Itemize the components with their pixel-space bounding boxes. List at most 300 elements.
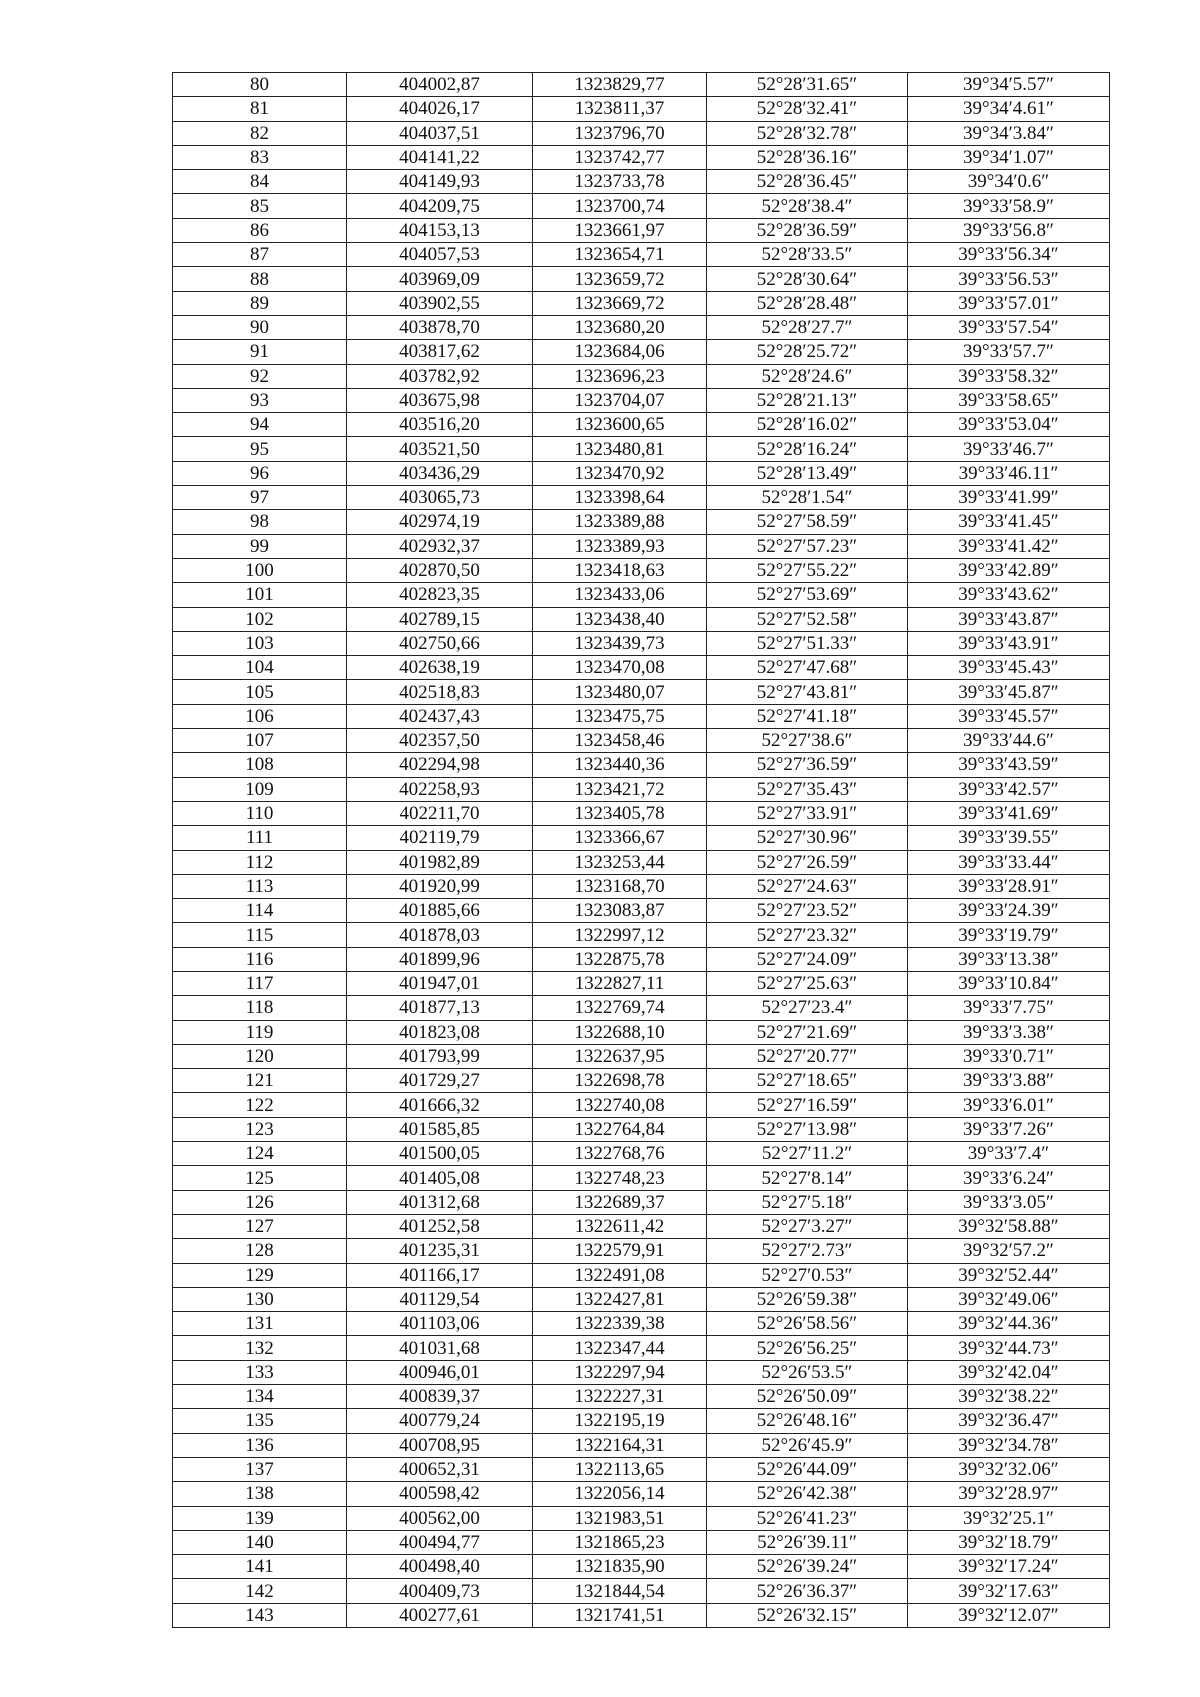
- y-coordinate-cell: 1321835,90: [533, 1555, 707, 1579]
- point-number-cell: 104: [173, 656, 347, 680]
- x-coordinate-cell: 400779,24: [347, 1409, 533, 1433]
- y-coordinate-cell: 1322339,38: [533, 1312, 707, 1336]
- table-row: [173, 486, 1110, 510]
- longitude-cell: 39°32′52.44″: [908, 1263, 1110, 1287]
- x-coordinate-cell: 402789,15: [347, 607, 533, 631]
- point-number-cell: 86: [173, 218, 347, 242]
- table-row: [173, 1214, 1110, 1238]
- point-number-cell: 133: [173, 1360, 347, 1384]
- table-row: [173, 729, 1110, 753]
- latitude-cell: 52°26′48.16″: [707, 1409, 908, 1433]
- point-number-cell: 120: [173, 1044, 347, 1068]
- y-coordinate-cell: 1322827,11: [533, 971, 707, 995]
- longitude-cell: 39°32′36.47″: [908, 1409, 1110, 1433]
- point-number-cell: 93: [173, 388, 347, 412]
- latitude-cell: 52°27′23.4″: [707, 996, 908, 1020]
- y-coordinate-cell: 1322491,08: [533, 1263, 707, 1287]
- x-coordinate-cell: 403675,98: [347, 388, 533, 412]
- table-row: [173, 121, 1110, 145]
- longitude-cell: 39°33′13.38″: [908, 947, 1110, 971]
- latitude-cell: 52°26′39.24″: [707, 1555, 908, 1579]
- point-number-cell: 107: [173, 729, 347, 753]
- x-coordinate-cell: 400708,95: [347, 1433, 533, 1457]
- table-row: [173, 607, 1110, 631]
- y-coordinate-cell: 1321865,23: [533, 1530, 707, 1554]
- y-coordinate-cell: 1323366,67: [533, 826, 707, 850]
- point-number-cell: 95: [173, 437, 347, 461]
- longitude-cell: 39°33′43.59″: [908, 753, 1110, 777]
- longitude-cell: 39°32′32.06″: [908, 1457, 1110, 1481]
- longitude-cell: 39°33′41.99″: [908, 486, 1110, 510]
- longitude-cell: 39°34′5.57″: [908, 73, 1110, 97]
- table-row: [173, 1603, 1110, 1627]
- y-coordinate-cell: 1323659,72: [533, 267, 707, 291]
- table-row: [173, 1239, 1110, 1263]
- y-coordinate-cell: 1323661,97: [533, 218, 707, 242]
- x-coordinate-cell: 401585,85: [347, 1117, 533, 1141]
- latitude-cell: 52°27′11.2″: [707, 1142, 908, 1166]
- table-row: [173, 1117, 1110, 1141]
- table-row: [173, 97, 1110, 121]
- longitude-cell: 39°33′56.53″: [908, 267, 1110, 291]
- latitude-cell: 52°26′39.11″: [707, 1530, 908, 1554]
- x-coordinate-cell: 404037,51: [347, 121, 533, 145]
- table-row: [173, 850, 1110, 874]
- y-coordinate-cell: 1322347,44: [533, 1336, 707, 1360]
- latitude-cell: 52°27′20.77″: [707, 1044, 908, 1068]
- point-number-cell: 102: [173, 607, 347, 631]
- y-coordinate-cell: 1322579,91: [533, 1239, 707, 1263]
- y-coordinate-cell: 1322698,78: [533, 1069, 707, 1093]
- longitude-cell: 39°33′6.24″: [908, 1166, 1110, 1190]
- latitude-cell: 52°27′13.98″: [707, 1117, 908, 1141]
- latitude-cell: 52°27′5.18″: [707, 1190, 908, 1214]
- x-coordinate-cell: 404149,93: [347, 170, 533, 194]
- table-row: [173, 1336, 1110, 1360]
- y-coordinate-cell: 1322688,10: [533, 1020, 707, 1044]
- point-number-cell: 88: [173, 267, 347, 291]
- x-coordinate-cell: 403521,50: [347, 437, 533, 461]
- x-coordinate-cell: 401877,13: [347, 996, 533, 1020]
- table-row: [173, 534, 1110, 558]
- point-number-cell: 132: [173, 1336, 347, 1360]
- y-coordinate-cell: 1322740,08: [533, 1093, 707, 1117]
- latitude-cell: 52°27′25.63″: [707, 971, 908, 995]
- latitude-cell: 52°27′30.96″: [707, 826, 908, 850]
- latitude-cell: 52°27′33.91″: [707, 801, 908, 825]
- point-number-cell: 97: [173, 486, 347, 510]
- longitude-cell: 39°33′41.69″: [908, 801, 1110, 825]
- longitude-cell: 39°33′57.01″: [908, 291, 1110, 315]
- latitude-cell: 52°26′41.23″: [707, 1506, 908, 1530]
- longitude-cell: 39°33′3.88″: [908, 1069, 1110, 1093]
- latitude-cell: 52°27′18.65″: [707, 1069, 908, 1093]
- point-number-cell: 123: [173, 1117, 347, 1141]
- longitude-cell: 39°33′46.7″: [908, 437, 1110, 461]
- x-coordinate-cell: 402357,50: [347, 729, 533, 753]
- x-coordinate-cell: 404057,53: [347, 243, 533, 267]
- y-coordinate-cell: 1323733,78: [533, 170, 707, 194]
- table-row: [173, 656, 1110, 680]
- x-coordinate-cell: 402437,43: [347, 704, 533, 728]
- latitude-cell: 52°28′32.41″: [707, 97, 908, 121]
- table-row: [173, 583, 1110, 607]
- latitude-cell: 52°26′50.09″: [707, 1385, 908, 1409]
- x-coordinate-cell: 400498,40: [347, 1555, 533, 1579]
- x-coordinate-cell: 404002,87: [347, 73, 533, 97]
- x-coordinate-cell: 401899,96: [347, 947, 533, 971]
- table-row: [173, 1385, 1110, 1409]
- y-coordinate-cell: 1322769,74: [533, 996, 707, 1020]
- table-row: [173, 267, 1110, 291]
- longitude-cell: 39°32′44.73″: [908, 1336, 1110, 1360]
- coordinates-table: [172, 72, 1110, 1628]
- point-number-cell: 98: [173, 510, 347, 534]
- latitude-cell: 52°26′32.15″: [707, 1603, 908, 1627]
- point-number-cell: 117: [173, 971, 347, 995]
- x-coordinate-cell: 401312,68: [347, 1190, 533, 1214]
- longitude-cell: 39°32′17.24″: [908, 1555, 1110, 1579]
- longitude-cell: 39°32′44.36″: [908, 1312, 1110, 1336]
- table-row: [173, 1190, 1110, 1214]
- longitude-cell: 39°33′7.4″: [908, 1142, 1110, 1166]
- point-number-cell: 101: [173, 583, 347, 607]
- longitude-cell: 39°33′45.57″: [908, 704, 1110, 728]
- point-number-cell: 143: [173, 1603, 347, 1627]
- y-coordinate-cell: 1322297,94: [533, 1360, 707, 1384]
- latitude-cell: 52°28′21.13″: [707, 388, 908, 412]
- y-coordinate-cell: 1322113,65: [533, 1457, 707, 1481]
- longitude-cell: 39°33′58.32″: [908, 364, 1110, 388]
- point-number-cell: 125: [173, 1166, 347, 1190]
- point-number-cell: 128: [173, 1239, 347, 1263]
- longitude-cell: 39°33′58.9″: [908, 194, 1110, 218]
- y-coordinate-cell: 1323438,40: [533, 607, 707, 631]
- point-number-cell: 137: [173, 1457, 347, 1481]
- point-number-cell: 100: [173, 558, 347, 582]
- point-number-cell: 87: [173, 243, 347, 267]
- x-coordinate-cell: 404141,22: [347, 145, 533, 169]
- x-coordinate-cell: 400562,00: [347, 1506, 533, 1530]
- latitude-cell: 52°27′58.59″: [707, 510, 908, 534]
- point-number-cell: 119: [173, 1020, 347, 1044]
- x-coordinate-cell: 401405,08: [347, 1166, 533, 1190]
- point-number-cell: 103: [173, 631, 347, 655]
- x-coordinate-cell: 401031,68: [347, 1336, 533, 1360]
- y-coordinate-cell: 1323600,65: [533, 413, 707, 437]
- latitude-cell: 52°27′51.33″: [707, 631, 908, 655]
- x-coordinate-cell: 402518,83: [347, 680, 533, 704]
- x-coordinate-cell: 404153,13: [347, 218, 533, 242]
- x-coordinate-cell: 401129,54: [347, 1287, 533, 1311]
- longitude-cell: 39°33′42.89″: [908, 558, 1110, 582]
- point-number-cell: 94: [173, 413, 347, 437]
- y-coordinate-cell: 1322227,31: [533, 1385, 707, 1409]
- latitude-cell: 52°27′24.09″: [707, 947, 908, 971]
- longitude-cell: 39°33′7.75″: [908, 996, 1110, 1020]
- x-coordinate-cell: 404209,75: [347, 194, 533, 218]
- table-row: [173, 461, 1110, 485]
- point-number-cell: 127: [173, 1214, 347, 1238]
- x-coordinate-cell: 400652,31: [347, 1457, 533, 1481]
- table-row: [173, 1069, 1110, 1093]
- point-number-cell: 141: [173, 1555, 347, 1579]
- point-number-cell: 113: [173, 874, 347, 898]
- latitude-cell: 52°27′41.18″: [707, 704, 908, 728]
- x-coordinate-cell: 403065,73: [347, 486, 533, 510]
- y-coordinate-cell: 1323475,75: [533, 704, 707, 728]
- longitude-cell: 39°33′58.65″: [908, 388, 1110, 412]
- point-number-cell: 140: [173, 1530, 347, 1554]
- table-row: [173, 1409, 1110, 1433]
- latitude-cell: 52°28′24.6″: [707, 364, 908, 388]
- point-number-cell: 111: [173, 826, 347, 850]
- y-coordinate-cell: 1323433,06: [533, 583, 707, 607]
- y-coordinate-cell: 1323405,78: [533, 801, 707, 825]
- latitude-cell: 52°28′1.54″: [707, 486, 908, 510]
- table-row: [173, 874, 1110, 898]
- point-number-cell: 122: [173, 1093, 347, 1117]
- point-number-cell: 131: [173, 1312, 347, 1336]
- latitude-cell: 52°28′36.45″: [707, 170, 908, 194]
- longitude-cell: 39°33′56.8″: [908, 218, 1110, 242]
- point-number-cell: 92: [173, 364, 347, 388]
- latitude-cell: 52°28′38.4″: [707, 194, 908, 218]
- longitude-cell: 39°33′41.45″: [908, 510, 1110, 534]
- longitude-cell: 39°32′28.97″: [908, 1482, 1110, 1506]
- point-number-cell: 106: [173, 704, 347, 728]
- y-coordinate-cell: 1323669,72: [533, 291, 707, 315]
- table-row: [173, 291, 1110, 315]
- longitude-cell: 39°34′3.84″: [908, 121, 1110, 145]
- y-coordinate-cell: 1322768,76: [533, 1142, 707, 1166]
- y-coordinate-cell: 1323389,88: [533, 510, 707, 534]
- point-number-cell: 126: [173, 1190, 347, 1214]
- table-row: [173, 340, 1110, 364]
- longitude-cell: 39°33′57.54″: [908, 315, 1110, 339]
- longitude-cell: 39°33′3.38″: [908, 1020, 1110, 1044]
- x-coordinate-cell: 403817,62: [347, 340, 533, 364]
- latitude-cell: 52°27′2.73″: [707, 1239, 908, 1263]
- latitude-cell: 52°27′24.63″: [707, 874, 908, 898]
- y-coordinate-cell: 1323439,73: [533, 631, 707, 655]
- y-coordinate-cell: 1322997,12: [533, 923, 707, 947]
- longitude-cell: 39°33′0.71″: [908, 1044, 1110, 1068]
- x-coordinate-cell: 400946,01: [347, 1360, 533, 1384]
- latitude-cell: 52°27′38.6″: [707, 729, 908, 753]
- latitude-cell: 52°27′53.69″: [707, 583, 908, 607]
- y-coordinate-cell: 1323458,46: [533, 729, 707, 753]
- table-row: [173, 826, 1110, 850]
- table-row: [173, 947, 1110, 971]
- point-number-cell: 118: [173, 996, 347, 1020]
- table-row: [173, 243, 1110, 267]
- point-number-cell: 112: [173, 850, 347, 874]
- latitude-cell: 52°27′23.52″: [707, 899, 908, 923]
- point-number-cell: 91: [173, 340, 347, 364]
- point-number-cell: 90: [173, 315, 347, 339]
- x-coordinate-cell: 403878,70: [347, 315, 533, 339]
- table-row: [173, 315, 1110, 339]
- y-coordinate-cell: 1322611,42: [533, 1214, 707, 1238]
- x-coordinate-cell: 401885,66: [347, 899, 533, 923]
- y-coordinate-cell: 1323470,92: [533, 461, 707, 485]
- x-coordinate-cell: 401878,03: [347, 923, 533, 947]
- table-row: [173, 899, 1110, 923]
- latitude-cell: 52°28′32.78″: [707, 121, 908, 145]
- point-number-cell: 138: [173, 1482, 347, 1506]
- latitude-cell: 52°28′28.48″: [707, 291, 908, 315]
- x-coordinate-cell: 401793,99: [347, 1044, 533, 1068]
- y-coordinate-cell: 1323421,72: [533, 777, 707, 801]
- point-number-cell: 121: [173, 1069, 347, 1093]
- y-coordinate-cell: 1323742,77: [533, 145, 707, 169]
- table-row: [173, 558, 1110, 582]
- x-coordinate-cell: 402258,93: [347, 777, 533, 801]
- x-coordinate-cell: 401982,89: [347, 850, 533, 874]
- table-row: [173, 388, 1110, 412]
- table-row: [173, 170, 1110, 194]
- longitude-cell: 39°33′45.43″: [908, 656, 1110, 680]
- x-coordinate-cell: 400598,42: [347, 1482, 533, 1506]
- longitude-cell: 39°33′45.87″: [908, 680, 1110, 704]
- y-coordinate-cell: 1323829,77: [533, 73, 707, 97]
- table-row: [173, 1360, 1110, 1384]
- point-number-cell: 82: [173, 121, 347, 145]
- x-coordinate-cell: 402294,98: [347, 753, 533, 777]
- table-row: [173, 1093, 1110, 1117]
- point-number-cell: 81: [173, 97, 347, 121]
- x-coordinate-cell: 403436,29: [347, 461, 533, 485]
- point-number-cell: 136: [173, 1433, 347, 1457]
- y-coordinate-cell: 1323418,63: [533, 558, 707, 582]
- longitude-cell: 39°32′17.63″: [908, 1579, 1110, 1603]
- latitude-cell: 52°28′36.16″: [707, 145, 908, 169]
- point-number-cell: 116: [173, 947, 347, 971]
- y-coordinate-cell: 1323389,93: [533, 534, 707, 558]
- latitude-cell: 52°26′45.9″: [707, 1433, 908, 1457]
- point-number-cell: 99: [173, 534, 347, 558]
- latitude-cell: 52°28′30.64″: [707, 267, 908, 291]
- table-row: [173, 1433, 1110, 1457]
- x-coordinate-cell: 400839,37: [347, 1385, 533, 1409]
- latitude-cell: 52°28′33.5″: [707, 243, 908, 267]
- x-coordinate-cell: 401947,01: [347, 971, 533, 995]
- table-row: [173, 1312, 1110, 1336]
- table-row: [173, 971, 1110, 995]
- latitude-cell: 52°27′3.27″: [707, 1214, 908, 1238]
- latitude-cell: 52°27′16.59″: [707, 1093, 908, 1117]
- x-coordinate-cell: 401235,31: [347, 1239, 533, 1263]
- latitude-cell: 52°26′36.37″: [707, 1579, 908, 1603]
- longitude-cell: 39°32′18.79″: [908, 1530, 1110, 1554]
- latitude-cell: 52°27′23.32″: [707, 923, 908, 947]
- table-row: [173, 73, 1110, 97]
- y-coordinate-cell: 1322195,19: [533, 1409, 707, 1433]
- point-number-cell: 108: [173, 753, 347, 777]
- x-coordinate-cell: 401166,17: [347, 1263, 533, 1287]
- table-row: [173, 1555, 1110, 1579]
- x-coordinate-cell: 402870,50: [347, 558, 533, 582]
- table-row: [173, 1166, 1110, 1190]
- coordinates-table-body: [173, 73, 1110, 1628]
- table-row: [173, 753, 1110, 777]
- latitude-cell: 52°28′25.72″: [707, 340, 908, 364]
- latitude-cell: 52°27′26.59″: [707, 850, 908, 874]
- y-coordinate-cell: 1321741,51: [533, 1603, 707, 1627]
- point-number-cell: 84: [173, 170, 347, 194]
- table-row: [173, 145, 1110, 169]
- latitude-cell: 52°26′44.09″: [707, 1457, 908, 1481]
- table-row: [173, 1482, 1110, 1506]
- table-row: [173, 1263, 1110, 1287]
- latitude-cell: 52°27′52.58″: [707, 607, 908, 631]
- point-number-cell: 114: [173, 899, 347, 923]
- y-coordinate-cell: 1322056,14: [533, 1482, 707, 1506]
- table-row: [173, 413, 1110, 437]
- latitude-cell: 52°28′36.59″: [707, 218, 908, 242]
- x-coordinate-cell: 402932,37: [347, 534, 533, 558]
- x-coordinate-cell: 401666,32: [347, 1093, 533, 1117]
- latitude-cell: 52°28′16.24″: [707, 437, 908, 461]
- y-coordinate-cell: 1323168,70: [533, 874, 707, 898]
- longitude-cell: 39°32′34.78″: [908, 1433, 1110, 1457]
- y-coordinate-cell: 1323680,20: [533, 315, 707, 339]
- point-number-cell: 83: [173, 145, 347, 169]
- latitude-cell: 52°28′31.65″: [707, 73, 908, 97]
- longitude-cell: 39°32′42.04″: [908, 1360, 1110, 1384]
- table-row: [173, 631, 1110, 655]
- point-number-cell: 96: [173, 461, 347, 485]
- x-coordinate-cell: 401729,27: [347, 1069, 533, 1093]
- point-number-cell: 142: [173, 1579, 347, 1603]
- point-number-cell: 139: [173, 1506, 347, 1530]
- y-coordinate-cell: 1323253,44: [533, 850, 707, 874]
- x-coordinate-cell: 403516,20: [347, 413, 533, 437]
- longitude-cell: 39°32′58.88″: [908, 1214, 1110, 1238]
- point-number-cell: 129: [173, 1263, 347, 1287]
- latitude-cell: 52°27′47.68″: [707, 656, 908, 680]
- x-coordinate-cell: 403902,55: [347, 291, 533, 315]
- latitude-cell: 52°27′0.53″: [707, 1263, 908, 1287]
- table-row: [173, 510, 1110, 534]
- table-row: [173, 1506, 1110, 1530]
- longitude-cell: 39°32′25.1″: [908, 1506, 1110, 1530]
- latitude-cell: 52°26′56.25″: [707, 1336, 908, 1360]
- latitude-cell: 52°27′55.22″: [707, 558, 908, 582]
- latitude-cell: 52°28′13.49″: [707, 461, 908, 485]
- longitude-cell: 39°34′4.61″: [908, 97, 1110, 121]
- x-coordinate-cell: 400494,77: [347, 1530, 533, 1554]
- x-coordinate-cell: 404026,17: [347, 97, 533, 121]
- point-number-cell: 110: [173, 801, 347, 825]
- longitude-cell: 39°34′1.07″: [908, 145, 1110, 169]
- table-row: [173, 1142, 1110, 1166]
- y-coordinate-cell: 1323684,06: [533, 340, 707, 364]
- point-number-cell: 105: [173, 680, 347, 704]
- longitude-cell: 39°33′33.44″: [908, 850, 1110, 874]
- latitude-cell: 52°28′27.7″: [707, 315, 908, 339]
- longitude-cell: 39°33′57.7″: [908, 340, 1110, 364]
- latitude-cell: 52°27′43.81″: [707, 680, 908, 704]
- latitude-cell: 52°27′36.59″: [707, 753, 908, 777]
- y-coordinate-cell: 1323696,23: [533, 364, 707, 388]
- table-row: [173, 1287, 1110, 1311]
- x-coordinate-cell: 400409,73: [347, 1579, 533, 1603]
- y-coordinate-cell: 1322689,37: [533, 1190, 707, 1214]
- longitude-cell: 39°33′43.87″: [908, 607, 1110, 631]
- y-coordinate-cell: 1323480,81: [533, 437, 707, 461]
